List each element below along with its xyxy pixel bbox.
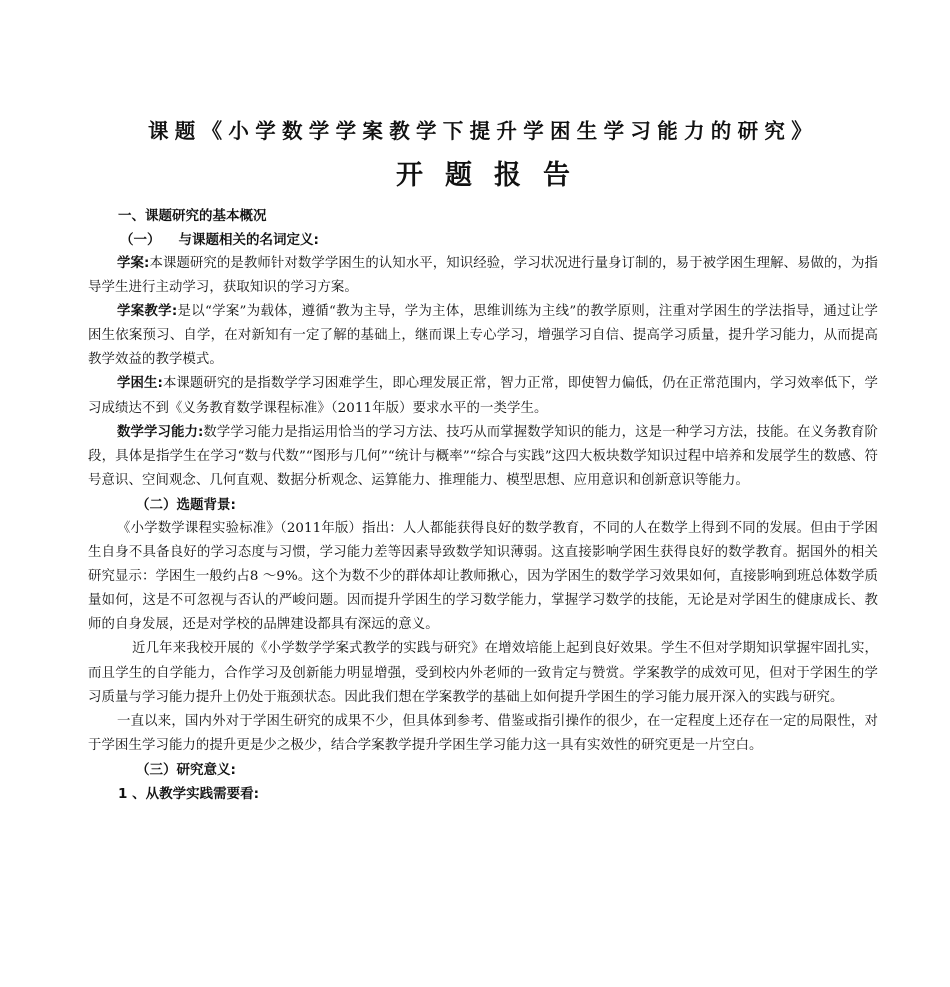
subsection-title: 与课题相关的名词定义: (178, 232, 319, 248)
subsection-heading-background: （二）选题背景: (136, 496, 236, 513)
definition-text: 是以“学案”为载体，遵循“教为主导，学为主体，思维训练为主线”的教学原则，注重对学困生的学法指导，通过让学困生依案预习、自学，在对新知有一定了解的基础上，继而课上专心学习，增强学习自信、提高学习质量，提升学习能力，从而提高教学效益的教学模式。 (88, 304, 878, 368)
subsection-number: （一） (120, 232, 161, 248)
section-heading: 一、课题研究的基本概况 (118, 208, 267, 224)
definition-term: 学案教学: (117, 304, 178, 320)
subsection-heading-significance: （三）研究意义: (136, 761, 236, 778)
definition-text: 本课题研究的是教师针对数学学困生的认知水平，知识经验，学习状况进行量身订制的，易于被学困生理解、易做的，为指导学生进行主动学习，获取知识的学习方案。 (88, 256, 879, 296)
definition-term: 学案: (117, 256, 150, 271)
definition-paragraph (88, 252, 878, 300)
document-page (88, 112, 878, 806)
list-item-heading: 1 、从教学实践需要看: (118, 785, 259, 802)
body-paragraph: 一直以来，国内外对于学困生研究的成果不少，但具体到参考、借鉴或指引操作的很少，在一定程度上还存在一定的局限性，对于学困生学习能力的提升更是少之极少，结合学案教学提升学困生学习能力这一具有实效性的研究更是一片空白。 (88, 713, 878, 753)
definition-text: 本课题研究的是指数学学习困难学生，即心理发展正常，智力正常，即使智力偏低，仍在正常范围内，学习效率低下，学习成绩达不到《义务教育数学课程标准》（2011年版）要求水平的一类学生。 (88, 376, 878, 416)
definition-term: 学困生: (117, 376, 163, 392)
report-title: 课题《小学数学学案教学下提升学困生学习能力的研究》 (148, 119, 818, 143)
definition-paragraph (88, 300, 878, 372)
definition-term: 数学学习能力: (117, 424, 204, 440)
body-paragraph: 《小学数学课程实验标准》（2011年版）指出：人人都能获得良好的数学教育，不同的人在数学上得到不同的发展。但由于学困生自身不具备良好的学习态度与习惯，学习能力差等因素导致数学知识薄弱。这直接影响学困生获得良好的数学教育。据国外的相关研究显示：学困生一般约占8 ～9%。这个为数不少的群体却让教师揪心，因为学困生的数学学习效果如何，直接影响到班总体数学质量如何，这是不可忽视与否认的严峻问题。因而提升学困生的学习数学能力，掌握学习数学的技能，无论是对学困生的健康成长、教师的自身发展，还是对学校的品牌建设都具有深远的意义。 (88, 520, 878, 633)
report-subtitle: 开题报告 (396, 160, 592, 191)
definition-paragraph (88, 421, 878, 493)
definition-text: 数学学习能力是指运用恰当的学习方法、技巧从而掌握数学知识的能力，这是一种学习方法，技能。在义务教育阶段，具体是指学生在学习“数与代数”“图形与几何”“统计与概率”“综合与实践”这四大板块数学知识过程中培养和发展学生的数感、符号意识、空间观念、几何直观、数据分析观念、运算能力、推理能力、模型思想、应用意识和创新意识等能力。 (88, 424, 878, 488)
definition-paragraph (88, 372, 878, 420)
body-paragraph: 近几年来我校开展的《小学数学学案式教学的实践与研究》在增效培能上起到良好效果。学生不但对学期知识掌握牢固扎实，而且学生的自学能力，合作学习及创新能力明显增强，受到校内外老师的一致肯定与赞赏。学案教学的成效可见，但对于学困生的学习质量与学习能力提升上仍处于瓶颈状态。因此我们想在学案教学的基础上如何提升学困生的学习能力展开深入的实践与研究。 (88, 641, 878, 705)
subsection-heading-definitions (88, 228, 878, 252)
